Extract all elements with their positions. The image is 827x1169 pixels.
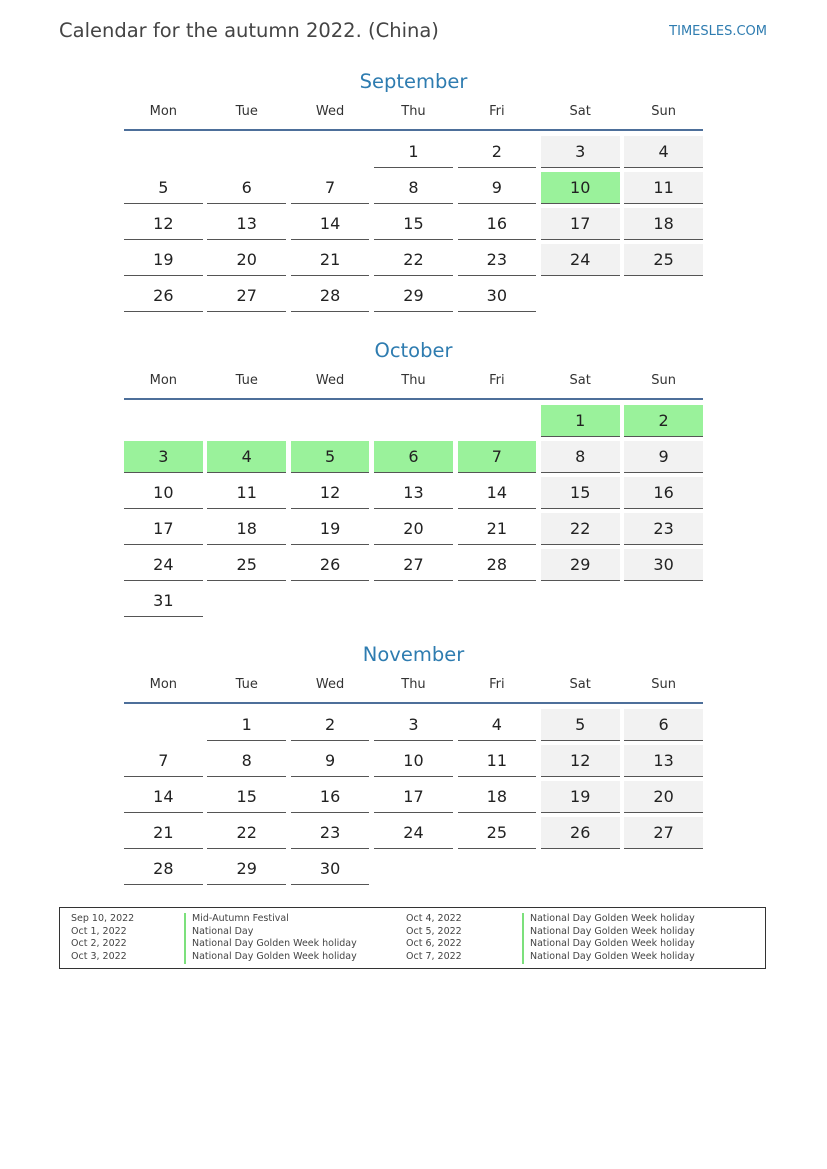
weekday-label: Tue <box>235 104 258 119</box>
day-cell: 25 <box>207 549 286 581</box>
day-cell: 10 <box>374 745 453 777</box>
weekday-label: Fri <box>489 104 505 119</box>
legend-row <box>71 926 391 939</box>
legend-holiday: National Day Golden Week holiday <box>522 938 695 951</box>
day-cell: 9 <box>624 441 703 473</box>
day-cell: 28 <box>458 549 537 581</box>
empty-cell <box>124 709 203 741</box>
weekday-header <box>124 103 703 131</box>
empty-cell <box>458 405 537 437</box>
day-cell: 28 <box>124 853 203 885</box>
day-cell: 23 <box>624 513 703 545</box>
legend-holiday: National Day Golden Week holiday <box>184 938 357 951</box>
weekday-label: Sun <box>651 104 676 119</box>
day-cell: 24 <box>541 244 620 276</box>
legend-date: Oct 1, 2022 <box>71 925 127 937</box>
holiday-legend <box>59 907 766 969</box>
day-cell: 5 <box>541 709 620 741</box>
legend-date: Oct 3, 2022 <box>71 951 127 963</box>
day-cell: 11 <box>624 172 703 204</box>
legend-holiday: National Day Golden Week holiday <box>522 951 695 964</box>
day-cell: 19 <box>541 781 620 813</box>
day-cell: 8 <box>374 172 453 204</box>
day-cell: 12 <box>124 208 203 240</box>
weekday-label: Mon <box>149 677 178 692</box>
weekday-label: Sat <box>569 677 591 692</box>
day-grid <box>124 709 703 885</box>
day-cell: 23 <box>458 244 537 276</box>
day-cell: 30 <box>291 853 370 885</box>
day-cell: 22 <box>541 513 620 545</box>
legend-holiday: National Day <box>184 926 253 939</box>
month-november <box>124 641 703 885</box>
day-cell: 26 <box>291 549 370 581</box>
day-cell: 13 <box>624 745 703 777</box>
day-cell: 15 <box>207 781 286 813</box>
day-cell: 23 <box>291 817 370 849</box>
day-cell: 12 <box>541 745 620 777</box>
legend-row <box>406 938 746 951</box>
month-title: November <box>362 643 465 666</box>
day-cell: 18 <box>207 513 286 545</box>
day-cell: 18 <box>624 208 703 240</box>
holiday-day-cell: 1 <box>541 405 620 437</box>
day-cell: 9 <box>291 745 370 777</box>
day-cell: 20 <box>207 244 286 276</box>
weekday-label: Sun <box>651 373 676 388</box>
day-cell: 25 <box>458 817 537 849</box>
legend-row <box>71 951 391 964</box>
day-cell: 1 <box>207 709 286 741</box>
day-cell: 8 <box>207 745 286 777</box>
weekday-label: Wed <box>315 104 345 119</box>
day-cell: 27 <box>624 817 703 849</box>
empty-cell <box>291 405 370 437</box>
weekday-label: Fri <box>489 373 505 388</box>
month-title: October <box>374 339 453 362</box>
legend-date: Oct 2, 2022 <box>71 938 127 950</box>
day-cell: 29 <box>207 853 286 885</box>
day-cell: 14 <box>458 477 537 509</box>
empty-cell <box>374 405 453 437</box>
weekday-label: Sat <box>569 104 591 119</box>
day-cell: 28 <box>291 280 370 312</box>
day-cell: 2 <box>458 136 537 168</box>
legend-date: Oct 6, 2022 <box>406 938 462 950</box>
legend-row <box>71 913 391 926</box>
day-cell: 24 <box>124 549 203 581</box>
weekday-label: Mon <box>149 373 178 388</box>
weekday-label: Tue <box>235 373 258 388</box>
legend-row <box>406 951 746 964</box>
day-grid <box>124 405 703 617</box>
site-link[interactable]: TIMESLES.COM <box>669 24 767 39</box>
legend-row <box>406 913 746 926</box>
day-cell: 17 <box>124 513 203 545</box>
day-cell: 15 <box>541 477 620 509</box>
weekday-label: Mon <box>149 104 178 119</box>
legend-date: Oct 5, 2022 <box>406 925 462 937</box>
legend-date: Sep 10, 2022 <box>71 913 135 924</box>
day-cell: 22 <box>207 817 286 849</box>
day-cell: 29 <box>374 280 453 312</box>
holiday-day-cell: 6 <box>374 441 453 473</box>
day-cell: 27 <box>207 280 286 312</box>
day-cell: 16 <box>624 477 703 509</box>
day-cell: 5 <box>124 172 203 204</box>
day-cell: 21 <box>458 513 537 545</box>
day-cell: 30 <box>624 549 703 581</box>
day-cell: 6 <box>624 709 703 741</box>
legend-row <box>406 926 746 939</box>
day-cell: 7 <box>124 745 203 777</box>
day-cell: 20 <box>624 781 703 813</box>
day-cell: 6 <box>207 172 286 204</box>
day-cell: 26 <box>124 280 203 312</box>
holiday-day-cell: 4 <box>207 441 286 473</box>
empty-cell <box>207 136 286 168</box>
day-cell: 17 <box>374 781 453 813</box>
legend-holiday: National Day Golden Week holiday <box>522 926 695 939</box>
day-cell: 14 <box>291 208 370 240</box>
day-cell: 19 <box>124 244 203 276</box>
weekday-label: Thu <box>401 373 426 388</box>
legend-column <box>71 913 391 964</box>
weekday-header <box>124 676 703 704</box>
day-cell: 27 <box>374 549 453 581</box>
legend-date: Oct 7, 2022 <box>406 951 462 963</box>
empty-cell <box>207 405 286 437</box>
month-september <box>124 68 703 312</box>
day-cell: 2 <box>291 709 370 741</box>
weekday-label: Tue <box>235 677 258 692</box>
weekday-header <box>124 372 703 400</box>
day-cell: 30 <box>458 280 537 312</box>
legend-column <box>406 913 746 964</box>
day-cell: 4 <box>458 709 537 741</box>
month-october <box>124 337 703 617</box>
day-cell: 11 <box>458 745 537 777</box>
month-title: September <box>359 70 468 93</box>
day-cell: 18 <box>458 781 537 813</box>
day-cell: 26 <box>541 817 620 849</box>
empty-cell <box>291 136 370 168</box>
holiday-day-cell: 3 <box>124 441 203 473</box>
day-grid <box>124 136 703 312</box>
day-cell: 7 <box>291 172 370 204</box>
holiday-day-cell: 2 <box>624 405 703 437</box>
day-cell: 13 <box>207 208 286 240</box>
holiday-day-cell: 7 <box>458 441 537 473</box>
empty-cell <box>124 405 203 437</box>
day-cell: 21 <box>291 244 370 276</box>
day-cell: 15 <box>374 208 453 240</box>
legend-holiday: National Day Golden Week holiday <box>184 951 357 964</box>
holiday-day-cell: 10 <box>541 172 620 204</box>
day-cell: 3 <box>374 709 453 741</box>
day-cell: 9 <box>458 172 537 204</box>
day-cell: 24 <box>374 817 453 849</box>
weekday-label: Fri <box>489 677 505 692</box>
day-cell: 16 <box>458 208 537 240</box>
day-cell: 8 <box>541 441 620 473</box>
holiday-day-cell: 5 <box>291 441 370 473</box>
weekday-label: Thu <box>401 104 426 119</box>
weekday-label: Wed <box>315 677 345 692</box>
legend-date: Oct 4, 2022 <box>406 913 462 924</box>
day-cell: 22 <box>374 244 453 276</box>
day-cell: 12 <box>291 477 370 509</box>
day-cell: 19 <box>291 513 370 545</box>
legend-holiday: National Day Golden Week holiday <box>522 913 695 926</box>
day-cell: 13 <box>374 477 453 509</box>
day-cell: 10 <box>124 477 203 509</box>
day-cell: 4 <box>624 136 703 168</box>
legend-holiday: Mid-Autumn Festival <box>184 913 289 926</box>
day-cell: 21 <box>124 817 203 849</box>
day-cell: 11 <box>207 477 286 509</box>
weekday-label: Thu <box>401 677 426 692</box>
day-cell: 25 <box>624 244 703 276</box>
day-cell: 1 <box>374 136 453 168</box>
day-cell: 29 <box>541 549 620 581</box>
day-cell: 17 <box>541 208 620 240</box>
day-cell: 31 <box>124 585 203 617</box>
day-cell: 20 <box>374 513 453 545</box>
weekday-label: Sun <box>651 677 676 692</box>
weekday-label: Sat <box>569 373 591 388</box>
weekday-label: Wed <box>315 373 345 388</box>
legend-row <box>71 938 391 951</box>
empty-cell <box>124 136 203 168</box>
day-cell: 3 <box>541 136 620 168</box>
day-cell: 14 <box>124 781 203 813</box>
day-cell: 16 <box>291 781 370 813</box>
page-title: Calendar for the autumn 2022. (China) <box>59 19 439 42</box>
